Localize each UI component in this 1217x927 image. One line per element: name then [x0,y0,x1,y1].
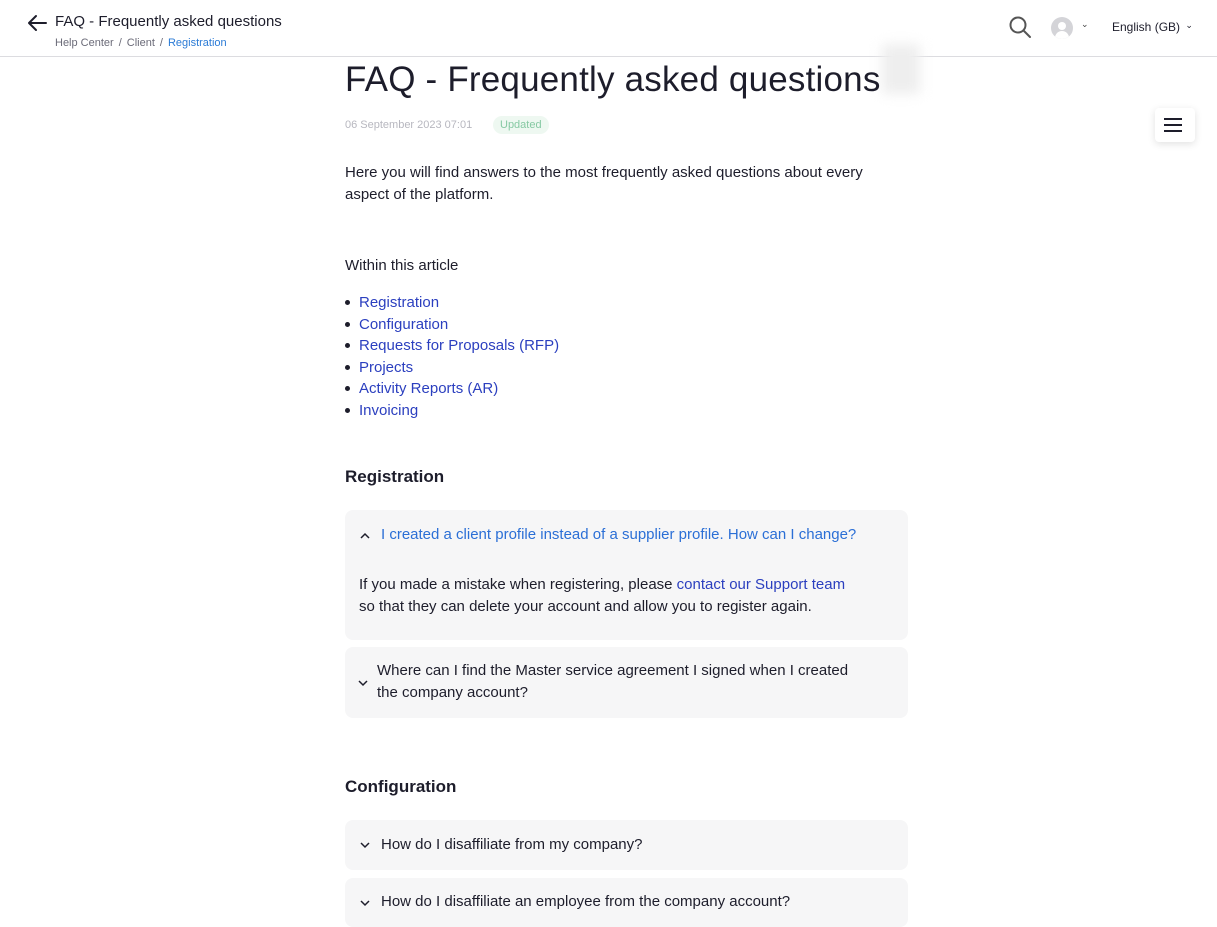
toc-link-projects[interactable]: Projects [359,358,414,376]
faq-question: How do I disaffiliate from my company? [381,836,643,853]
toc-heading: Within this article [345,257,459,274]
toc-item [345,292,559,314]
page-title: FAQ - Frequently asked questions [345,60,881,99]
contact-support-link[interactable]: contact our Support team [676,576,846,593]
section-heading-registration: Registration [345,467,445,486]
section-heading-configuration: Configuration [345,777,457,796]
toc-item [345,378,559,400]
faq-question-line: the company account? [377,684,528,701]
faq-answer-text: If you made a mistake when registering, please [359,576,677,593]
header-title: FAQ - Frequently asked questions [55,13,282,30]
toc-item [345,400,559,422]
faq-answer [359,574,879,618]
faq-question: I created a client profile instead of a supplier profile. How can I change? [381,526,857,543]
chevron-down-icon: ⌄ [1081,19,1089,29]
faq-item [345,820,908,870]
chevron-down-icon [357,677,369,689]
faq-question-toggle[interactable] [345,510,908,560]
table-of-contents [345,292,559,422]
blurred-overlay [882,44,920,94]
faq-question-toggle[interactable] [345,820,908,870]
user-avatar-icon [1051,17,1073,39]
faq-question: How do I disaffiliate an employee from the company account? [381,893,791,910]
faq-question-toggle[interactable] [345,878,908,927]
chevron-down-icon [359,897,371,909]
back-arrow-icon[interactable] [26,12,48,34]
top-bar [0,0,1217,57]
toc-item [345,357,559,379]
chevron-up-icon [359,530,371,542]
user-menu-button[interactable] [1051,16,1091,40]
toc-link-configuration[interactable]: Configuration [359,315,449,333]
faq-item [345,647,908,718]
toc-link-activity-reports[interactable]: Activity Reports (AR) [359,380,499,398]
article-date: 06 September 2023 07:01 [345,119,473,131]
language-label: English (GB) [1112,20,1181,34]
toc-link-registration[interactable]: Registration [359,294,440,311]
updated-badge: Updated [493,116,549,134]
breadcrumb-client[interactable]: Client [126,37,155,49]
toc-link-invoicing[interactable]: Invoicing [359,401,419,419]
breadcrumb-registration[interactable]: Registration [167,37,227,49]
toc-item [345,314,559,336]
article-intro: Here you will find answers to the most frequently asked questions about every aspect of the platform. [345,164,863,203]
faq-question [377,660,848,704]
breadcrumb-help-center[interactable]: Help Center [55,37,114,49]
search-icon[interactable] [1008,15,1032,39]
faq-question-line: Where can I find the Master service agreement I signed when I created [377,662,849,679]
language-selector[interactable] [1112,20,1193,34]
hamburger-menu-icon[interactable] [1155,108,1195,142]
faq-item [345,878,908,927]
chevron-down-icon: ⌄ [1185,20,1193,30]
faq-question-toggle[interactable] [345,647,908,718]
breadcrumb: Help Center / Client / Registration [55,37,227,49]
chevron-down-icon [359,839,371,851]
faq-item-expanded [345,510,908,640]
toc-item [345,335,559,357]
faq-answer-text: so that they can delete your account and allow you to register again. [359,598,812,615]
toc-link-rfp[interactable]: Requests for Proposals (RFP) [359,337,560,355]
